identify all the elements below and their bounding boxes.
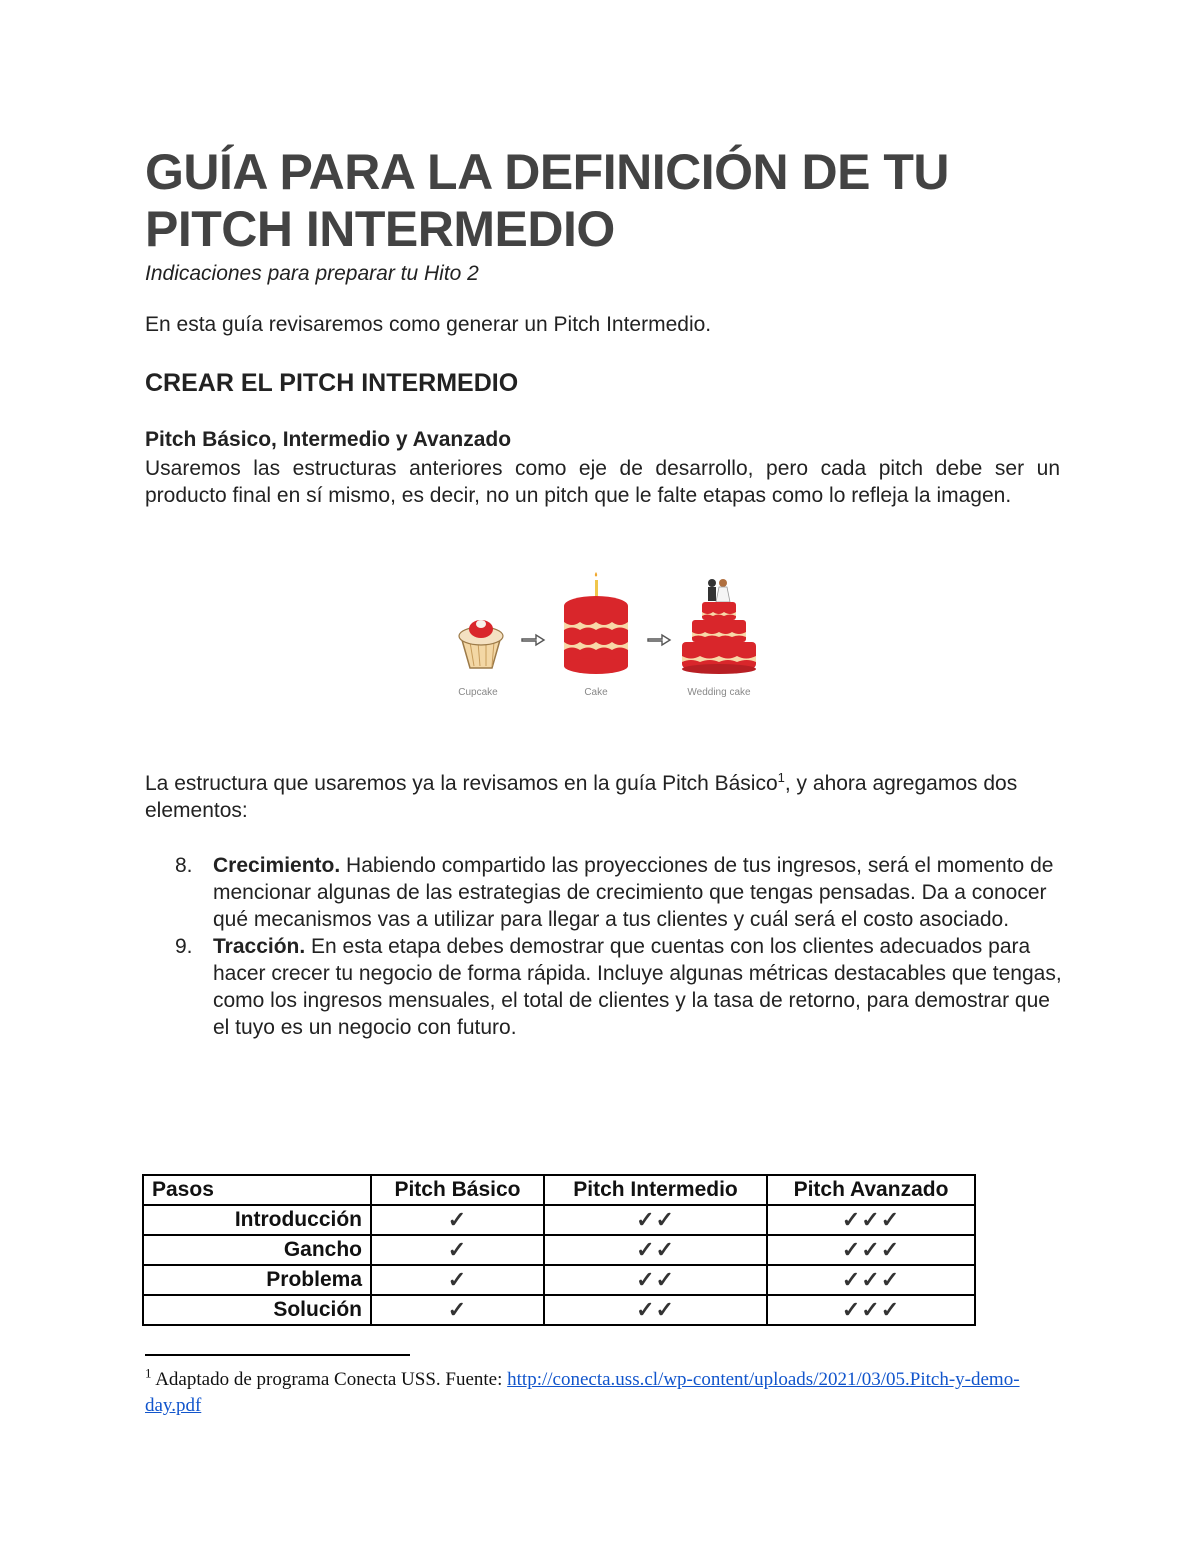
- page-subtitle: Indicaciones para preparar tu Hito 2: [145, 262, 479, 285]
- check-cell: ✓✓: [544, 1295, 767, 1325]
- check-cell: ✓✓✓: [767, 1295, 975, 1325]
- check-cell: ✓: [371, 1205, 544, 1235]
- check-cell: ✓✓: [544, 1265, 767, 1295]
- table-row: [143, 1235, 975, 1265]
- check-cell: ✓✓: [544, 1235, 767, 1265]
- list-number: 9.: [175, 935, 193, 958]
- step-label: Gancho: [143, 1235, 371, 1265]
- table-row: [143, 1265, 975, 1295]
- footnote-ref[interactable]: 1: [777, 770, 785, 785]
- footnote-text: Adaptado de programa Conecta USS. Fuente:: [151, 1369, 508, 1390]
- footnote: [145, 1367, 1055, 1419]
- step-label: Introducción: [143, 1205, 371, 1235]
- paragraph-structure-elements: [145, 770, 1075, 824]
- paragraph2-text-end: , y ahora agregamos dos elementos:: [145, 772, 1018, 822]
- list-item-title: Crecimiento.: [213, 854, 341, 877]
- check-cell: ✓✓: [544, 1205, 767, 1235]
- list-number: 8.: [175, 854, 193, 877]
- footnote-number: 1: [145, 1365, 152, 1381]
- check-cell: ✓✓✓: [767, 1235, 975, 1265]
- cake-evolution-illustration: [440, 572, 770, 707]
- section-heading: CREAR EL PITCH INTERMEDIO: [145, 369, 519, 397]
- list-item-text: Habiendo compartido las proyecciones de tus ingresos, será el momento de mencionar algunas de las estrategias de crecimiento que tengas pensadas. Da a conocer qué mecanismos vas a utilizar para llegar a tus clientes y cuál será el costo asociado.: [213, 854, 1054, 931]
- paragraph2-text: La estructura que usaremos ya la revisamos en la guía Pitch Básico: [145, 772, 778, 795]
- cake-label: Cake: [584, 687, 608, 698]
- arrow-icon: [522, 635, 544, 645]
- check-cell: ✓: [371, 1265, 544, 1295]
- list-item-text: En esta etapa debes demostrar que cuentas con los clientes adecuados para hacer crecer tu negocio de forma rápida. Incluye algunas métricas destacables que tengas, como los ingresos mensuales, el total de clientes y la tasa de retorno, para demostrar que el tuyo es un negocio con futuro.: [213, 935, 1062, 1039]
- table-header: Pitch Avanzado: [767, 1175, 975, 1205]
- list-item-title: Tracción.: [213, 935, 306, 958]
- check-cell: ✓✓✓: [767, 1205, 975, 1235]
- step-label: Problema: [143, 1265, 371, 1295]
- wedding-cake-icon: [682, 579, 756, 674]
- list-item: [145, 852, 1065, 933]
- pitch-steps-table: [142, 1174, 976, 1326]
- table-header: Pitch Intermedio: [544, 1175, 767, 1205]
- list-item: [145, 933, 1065, 1041]
- table-row: [143, 1295, 975, 1325]
- page-title: GUÍA PARA LA DEFINICIÓN DE TU PITCH INTERMEDIO: [145, 144, 950, 257]
- paragraph-structures: Usaremos las estructuras anteriores como eje de desarrollo, pero cada pitch debe ser un producto final en sí mismo, es decir, no un pitch que le falte etapas como lo refleja la imagen.: [145, 457, 1060, 507]
- cupcake-label: Cupcake: [458, 687, 498, 698]
- wedding-cake-label: Wedding cake: [687, 687, 751, 698]
- table-header-row: [143, 1175, 975, 1205]
- cupcake-icon: [459, 620, 503, 668]
- check-cell: ✓: [371, 1295, 544, 1325]
- footnote-link[interactable]: http://conecta.uss.cl/wp-content/uploads/2021/03/05.Pitch-y-demo-day.pdf: [145, 1369, 1020, 1416]
- arrow-icon: [648, 635, 670, 645]
- table-header: Pitch Básico: [371, 1175, 544, 1205]
- table-header: Pasos: [143, 1175, 371, 1205]
- step-label: Solución: [143, 1295, 371, 1325]
- check-cell: ✓: [371, 1235, 544, 1265]
- table-row: [143, 1205, 975, 1235]
- check-cell: ✓✓✓: [767, 1265, 975, 1295]
- subsection-heading: Pitch Básico, Intermedio y Avanzado: [145, 428, 512, 451]
- intro-text: En esta guía revisaremos como generar un Pitch Intermedio.: [145, 313, 712, 336]
- elements-list: [145, 852, 1065, 1041]
- cake-icon: [564, 572, 628, 674]
- footnote-divider: [145, 1354, 410, 1356]
